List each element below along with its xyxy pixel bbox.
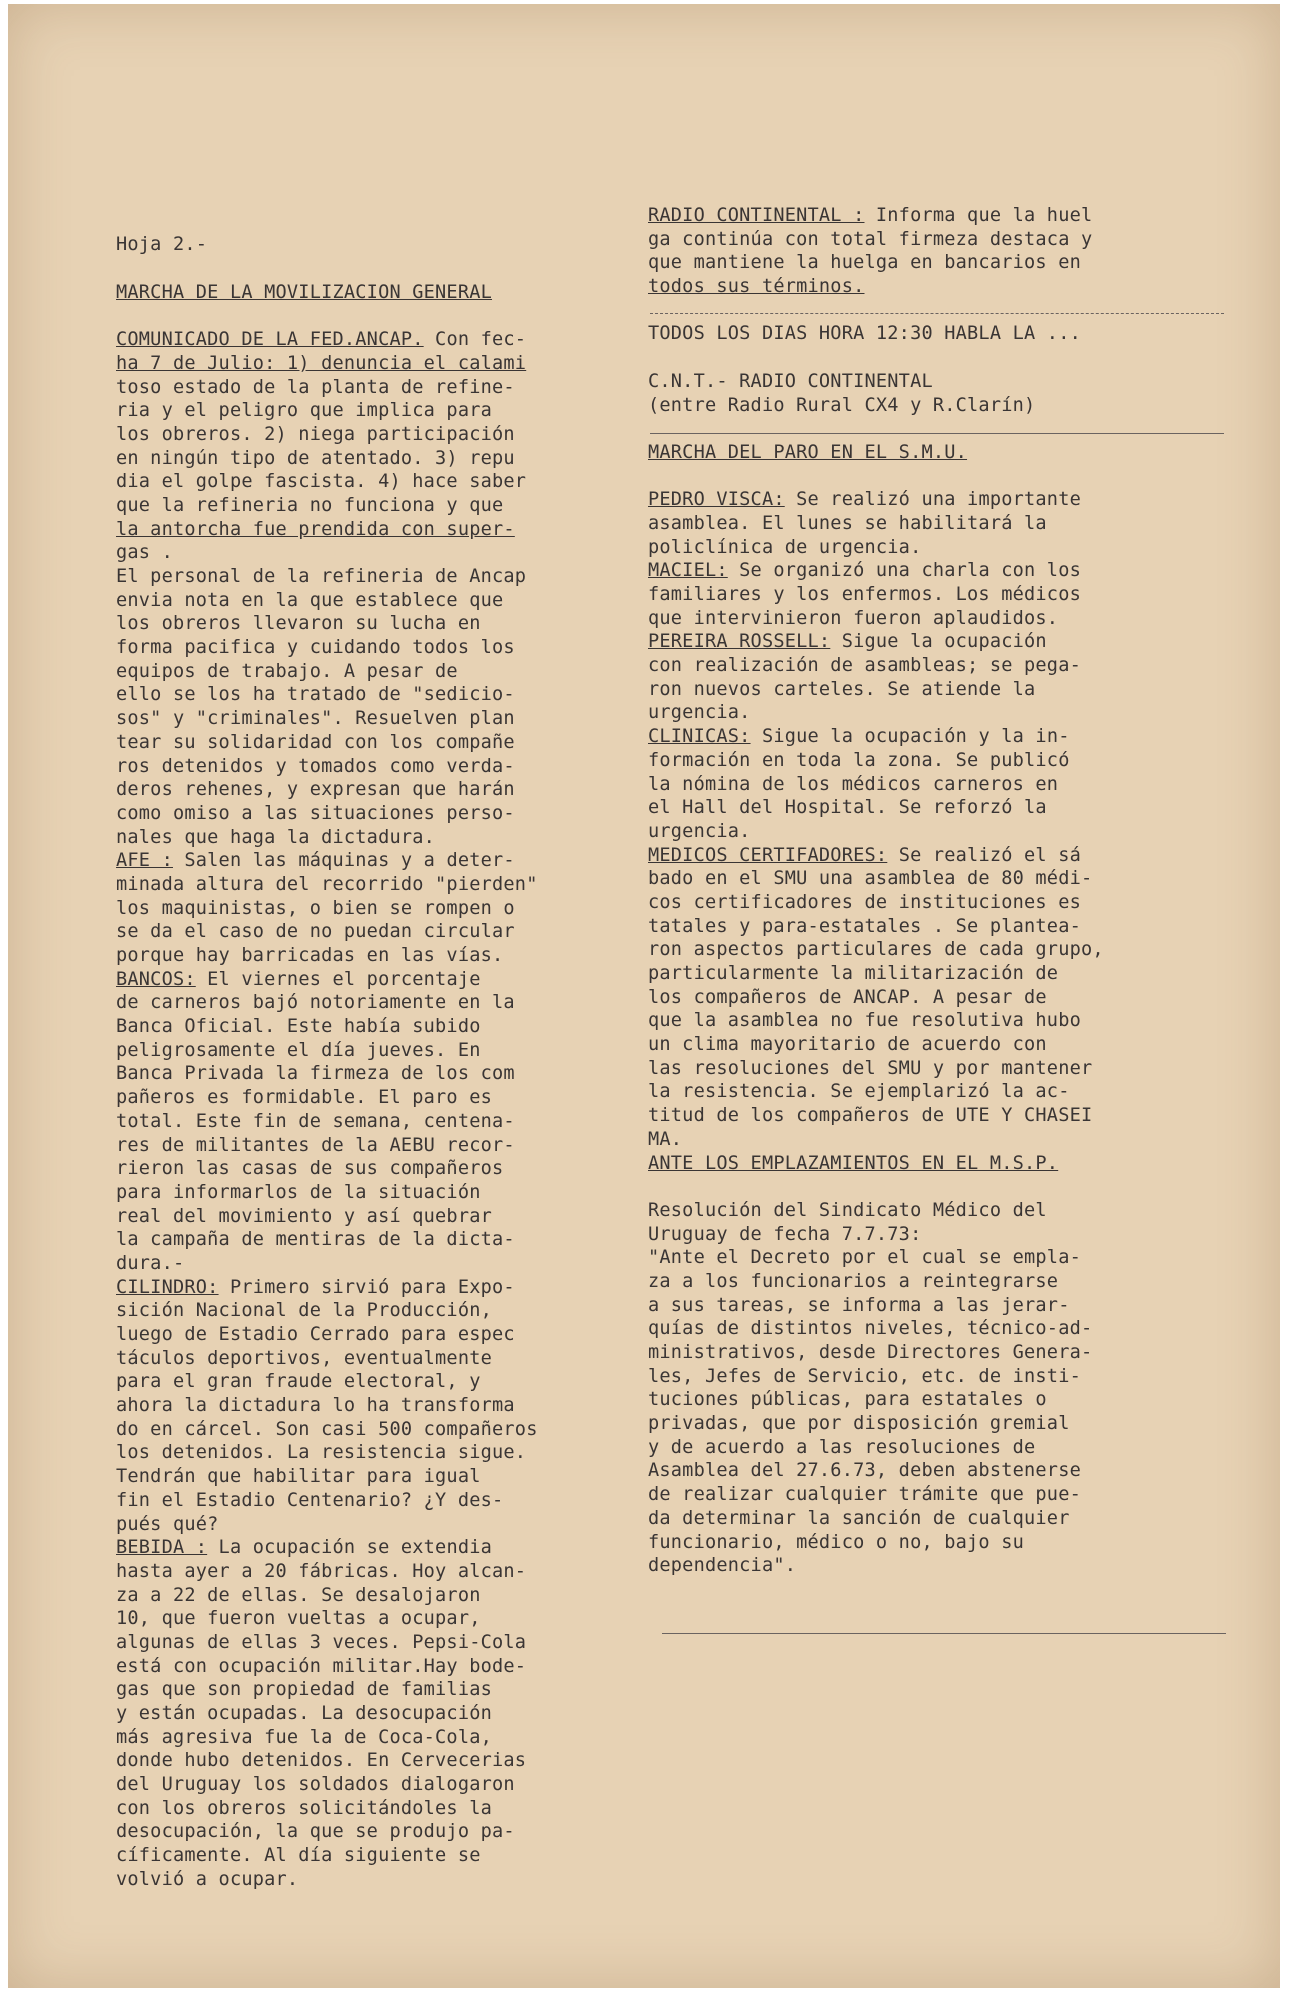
left-column-line: [116, 1276, 646, 1300]
left-column-line: está con ocupación militar.Hay bode-: [116, 1655, 527, 1677]
right-column-line: funcionario, médico o no, bajo su: [648, 1531, 1025, 1553]
right-column-line: [648, 630, 1218, 654]
right-column-line: TODOS LOS DIAS HORA 12:30 HABLA LA ...: [648, 323, 1081, 345]
line-rest: Informa que la huel: [864, 205, 1093, 226]
left-column-line: 10, que fueron vueltas a ocupar,: [116, 1608, 481, 1630]
left-column: [116, 186, 646, 1892]
right-column-line: de realizar cualquier trámite que pue-: [648, 1484, 1081, 1506]
right-column-line: ministrativos, desde Directores Genera-: [648, 1342, 1093, 1363]
left-column-line: más agresiva fue la de Coca-Cola,: [116, 1726, 493, 1748]
left-column-line: volvió a ocupar.: [116, 1868, 299, 1890]
left-column-line: hasta ayer a 20 fábricas. Hoy alcan-: [116, 1560, 527, 1582]
right-column-line: un clima mayoritario de acuerdo con: [648, 1034, 1047, 1056]
underlined-label: COMUNICADO DE LA FED.ANCAP.: [116, 329, 424, 351]
left-column-line: del Uruguay los soldados dialogaron: [116, 1774, 515, 1796]
right-column-line: ron aspectos particulares de cada grupo,: [648, 939, 1104, 961]
left-column-line: fin el Estadio Centenario? ¿Y des-: [116, 1489, 504, 1511]
left-column-line: porque hay barricadas en las vías.: [116, 945, 504, 967]
left-column-line: Banca Oficial. Este había subido: [116, 1016, 481, 1038]
right-column: [648, 204, 1218, 1578]
left-column-line: cíficamente. Al día siguiente se: [116, 1845, 481, 1867]
left-column-line: sición Nacional de la Producción,: [116, 1300, 493, 1322]
underlined-label: BEBIDA :: [116, 1537, 208, 1559]
line-rest: Sigue la ocupación y la in-: [750, 726, 1070, 748]
line-rest: Primero sirvió para Expo-: [218, 1276, 515, 1298]
right-column-line: las resoluciones del SMU y por mantener: [648, 1057, 1093, 1079]
left-column-line: total. Este fin de semana, centena-: [116, 1110, 515, 1132]
right-column-line: que la asamblea no fue resolutiva hubo: [648, 1010, 1081, 1032]
underlined-label: MACIEL:: [648, 560, 728, 582]
right-column-line: "Ante el Decreto por el cual se empla-: [648, 1247, 1081, 1269]
right-column-line: que mantiene la huelga en bancarios en: [648, 252, 1081, 274]
left-column-line: [116, 328, 646, 352]
left-column-line: que la refineria no funciona y que: [116, 494, 504, 516]
right-column-line: ron nuevos carteles. Se atiende la: [648, 678, 1036, 700]
underlined-heading: MARCHA DEL PARO EN EL S.M.U.: [648, 441, 968, 463]
left-column-line: gas .: [116, 542, 173, 564]
left-column-line: en ningún tipo de atentado. 3) repu: [116, 447, 515, 469]
left-column-line: peligrosamente el día jueves. En: [116, 1039, 481, 1061]
right-column-line: [648, 559, 1218, 583]
underlined-label: MEDICOS CERTIFADORES:: [648, 844, 888, 866]
left-column-line: toso estado de la planta de refine-: [116, 376, 515, 398]
underlined-heading: ANTE LOS EMPLAZAMIENTOS EN EL M.S.P.: [648, 1152, 1059, 1174]
right-column-line: Resolución del Sindicato Médico del: [648, 1199, 1047, 1221]
line-rest: Se realizó el sá: [887, 844, 1082, 866]
right-column-line: [648, 417, 1218, 441]
left-column-line: táculos deportivos, eventualmente: [116, 1347, 493, 1369]
left-column-line: [116, 352, 646, 376]
right-column-line: el Hall del Hospital. Se reforzó la: [648, 797, 1047, 819]
right-column-line: tuciones públicas, para estatales o: [648, 1389, 1047, 1411]
right-column-line: (entre Radio Rural CX4 y R.Clarín): [648, 394, 1036, 416]
left-column-line: los maquinistas, o bien se rompen o: [116, 897, 515, 919]
right-column-line: [648, 299, 1218, 323]
left-column-line: ahora la dictadura lo ha transforma: [116, 1395, 515, 1417]
line-rest: Con fec-: [423, 329, 527, 351]
left-column-line: equipos de trabajo. A pesar de: [116, 660, 458, 682]
right-column-line: tatales y para-estatales . Se plantea-: [648, 915, 1081, 937]
left-column-line: za a 22 de ellas. Se desalojaron: [116, 1584, 481, 1606]
separator-rule-3: [662, 1633, 1226, 1634]
right-column-line: familiares y los enfermos. Los médicos: [648, 584, 1081, 605]
left-column-line: ria y el peligro que implica para: [116, 400, 493, 422]
right-column-line: [648, 275, 1218, 299]
right-column-line: la resistencia. Se ejemplarizó la ac-: [648, 1081, 1070, 1103]
right-column-line: formación en toda la zona. Se publicó: [648, 749, 1070, 771]
left-column-line: los obreros llevaron su lucha en: [116, 613, 481, 635]
left-column-line: [116, 1536, 646, 1560]
left-column-line: [116, 849, 646, 873]
line-rest: Se realizó una importante: [784, 489, 1081, 511]
right-column-line: que intervinieron fueron aplaudidos.: [648, 607, 1059, 629]
left-column-line: algunas de ellas 3 veces. Pepsi-Cola: [116, 1631, 527, 1653]
right-column-line: y de acuerdo a las resoluciones de: [648, 1436, 1036, 1458]
right-column-line: ga continúa con total firmeza destaca y: [648, 228, 1093, 250]
right-column-line: da determinar la sanción de cualquier: [648, 1507, 1070, 1529]
right-column-line: quías de distintos niveles, técnico-ad-: [648, 1318, 1093, 1340]
underlined-heading: todos sus términos.: [648, 276, 865, 298]
right-column-line: Uruguay de fecha 7.7.73:: [648, 1223, 922, 1245]
right-column-line: urgencia.: [648, 820, 751, 842]
right-column-line: a sus tareas, se informa a las jerar-: [648, 1294, 1070, 1316]
left-column-line: [116, 281, 646, 305]
right-column-line: titud de los compañeros de UTE Y CHASEI: [648, 1105, 1093, 1127]
underlined-label: BANCOS:: [116, 968, 196, 990]
underlined-heading: ha 7 de Julio: 1) denuncia el calami: [116, 352, 527, 374]
right-column-line: con realización de asambleas; se pega-: [648, 655, 1081, 677]
left-column-line: ros detenidos y tomados como verda-: [116, 755, 515, 777]
right-column-line: [648, 204, 1218, 228]
left-column-line: [116, 518, 646, 542]
right-column-line: za a los funcionarios a reintegrarse: [648, 1270, 1059, 1292]
left-column-line: envia nota en la que establece que: [116, 589, 504, 611]
left-column-line: dia el golpe fascista. 4) hace saber: [116, 471, 527, 493]
line-rest: Sigue la ocupación: [830, 631, 1047, 653]
left-column-line: Tendrán que habilitar para igual: [116, 1466, 481, 1488]
right-column-line: particularmente la militarización de: [648, 963, 1059, 984]
right-column-line: C.N.T.- RADIO CONTINENTAL: [648, 370, 933, 392]
left-column-line: donde hubo detenidos. En Cervecerias: [116, 1750, 527, 1772]
underlined-label: PEREIRA ROSSELL:: [648, 631, 831, 653]
separator-rule-2: [650, 433, 1224, 434]
left-column-line: forma pacifica y cuidando todos los: [116, 637, 515, 659]
left-column-line: sos" y "criminales". Resuelven plan: [116, 708, 515, 730]
left-column-line: con los obreros solicitándoles la: [116, 1797, 493, 1819]
right-column-line: [648, 346, 1218, 370]
left-column-line: los detenidos. La resistencia sigue.: [116, 1442, 527, 1464]
left-column-line: se da el caso de no puedan circular: [116, 921, 515, 943]
right-column-line: asamblea. El lunes se habilitará la: [648, 512, 1047, 534]
right-column-line: privadas, que por disposición gremial: [648, 1413, 1070, 1435]
left-column-line: para el gran fraude electoral, y: [116, 1371, 481, 1393]
left-column-line: de carneros bajó notoriamente en la: [116, 992, 515, 1014]
right-column-line: urgencia.: [648, 702, 751, 724]
underlined-label: PEDRO VISCA:: [648, 489, 785, 511]
line-rest: La ocupación se extendia: [207, 1537, 493, 1559]
left-column-line: dura.-: [116, 1252, 185, 1274]
right-column-line: [648, 1175, 1218, 1199]
underlined-label: AFE :: [116, 850, 173, 872]
right-column-line: les, Jefes de Servicio, etc. de insti-: [648, 1365, 1081, 1387]
left-column-line: res de militantes de la AEBU recor-: [116, 1134, 515, 1156]
right-column-line: [648, 488, 1218, 512]
underlined-label: RADIO CONTINENTAL :: [648, 205, 865, 226]
left-column-line: gas que son propiedad de familias: [116, 1679, 493, 1701]
left-column-line: para informarlos de la situación: [116, 1181, 481, 1203]
right-column-line: los compañeros de ANCAP. A pesar de: [648, 986, 1047, 1008]
left-column-line: y están ocupadas. La desocupación: [116, 1703, 493, 1725]
left-column-line: deros rehenes, y expresan que harán: [116, 779, 515, 801]
left-column-line: ello se los ha tratado de "sedicio-: [116, 684, 515, 706]
right-column-line: policlínica de urgencia.: [648, 536, 922, 558]
right-column-line: [648, 441, 1218, 465]
left-column-line: rieron las casas de sus compañeros: [116, 1158, 504, 1180]
right-column-line: la nómina de los médicos carneros en: [648, 773, 1059, 795]
left-column-line: El personal de la refineria de Ancap: [116, 566, 527, 588]
left-column-line: real del movimiento y así quebrar: [116, 1205, 493, 1227]
right-column-line: [648, 725, 1218, 749]
left-column-line: desocupación, la que se produjo pa-: [116, 1821, 515, 1843]
left-column-line: do en cárcel. Son casi 500 compañeros: [116, 1418, 538, 1440]
left-column-line: luego de Estadio Cerrado para espec: [116, 1324, 515, 1346]
right-column-line: Asamblea del 27.6.73, deben abstenerse: [648, 1460, 1081, 1482]
left-column-line: tear su solidaridad con los compañe: [116, 731, 515, 753]
line-rest: Se organizó una charla con los: [727, 560, 1081, 582]
page-label: Hoja 2.-: [116, 234, 208, 256]
right-column-line: cos certificadores de instituciones es: [648, 891, 1081, 913]
left-column-line: pañeros es formidable. El paro es: [116, 1087, 493, 1109]
right-column-line: [648, 465, 1218, 489]
line-rest: Salen las máquinas y a deter-: [172, 850, 515, 872]
left-column-line: Banca Privada la firmeza de los com: [116, 1063, 515, 1085]
right-column-line: MA.: [648, 1128, 683, 1150]
left-column-line: los obreros. 2) niega participación: [116, 423, 515, 445]
underlined-label: CLINICAS:: [648, 726, 751, 748]
left-column-line: minada altura del recorrido "pierden": [116, 873, 538, 895]
underlined-label: CILINDRO:: [116, 1276, 219, 1298]
left-column-line: [116, 304, 646, 328]
line-rest: El viernes el porcentaje: [195, 968, 481, 990]
right-column-line: bado en el SMU una asamblea de 80 médi-: [648, 868, 1093, 890]
left-column-line: como omiso a las situaciones perso-: [116, 802, 515, 824]
underlined-heading: MARCHA DE LA MOVILIZACION GENERAL: [116, 281, 493, 303]
underlined-heading: la antorcha fue prendida con super-: [116, 518, 515, 540]
left-column-line: [116, 968, 646, 992]
right-column-line: [648, 1152, 1218, 1176]
separator-rule-1: [650, 313, 1224, 314]
left-column-line: nales que haga la dictadura.: [116, 826, 436, 848]
right-column-line: dependencia".: [648, 1555, 797, 1577]
right-column-line: [648, 844, 1218, 868]
left-column-line: pués qué?: [116, 1513, 219, 1535]
left-column-line: la campaña de mentiras de la dicta-: [116, 1229, 515, 1251]
